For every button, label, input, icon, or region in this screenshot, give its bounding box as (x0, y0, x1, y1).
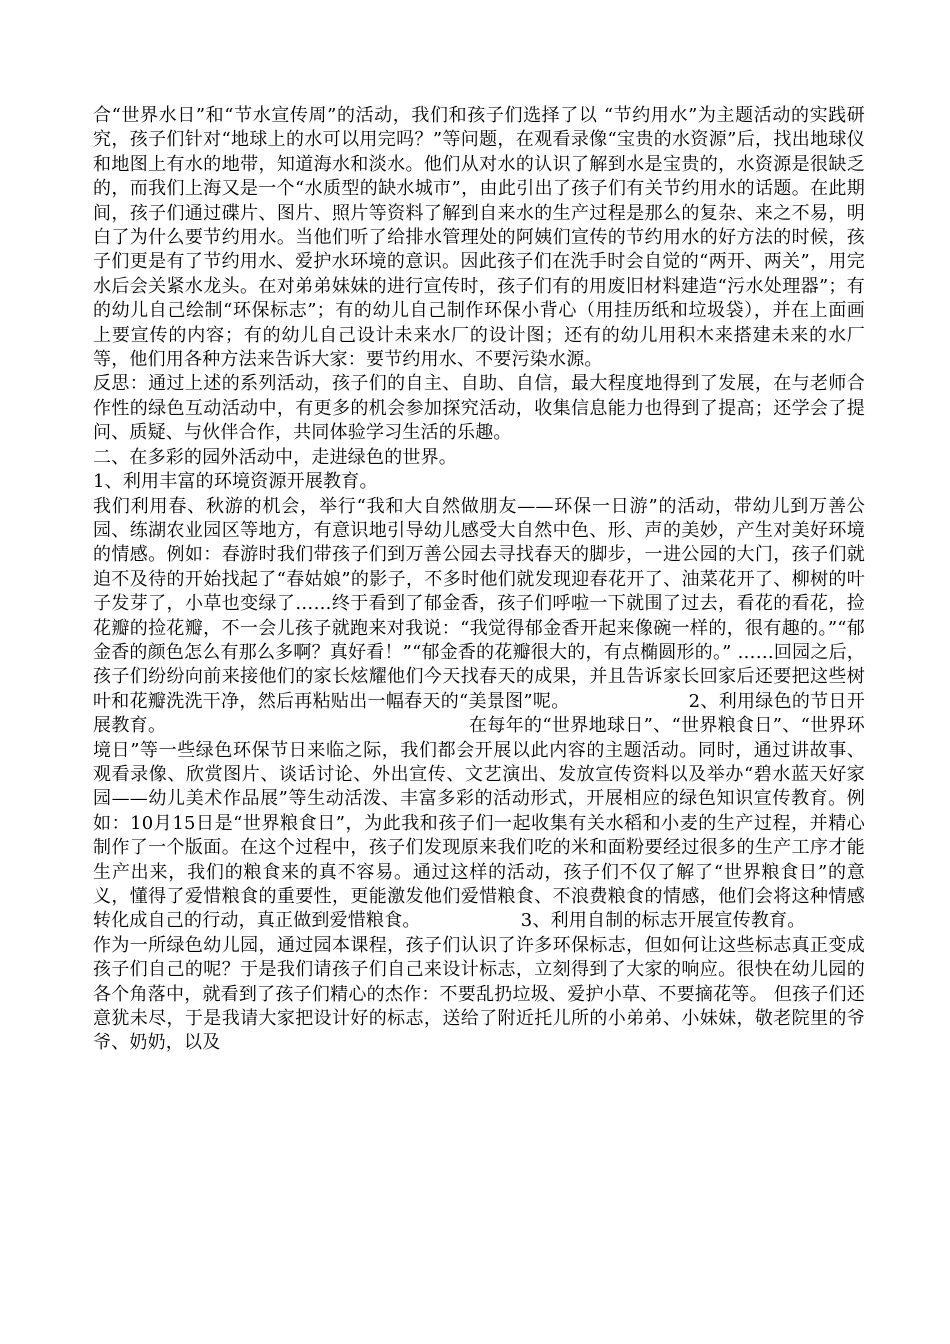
paragraph-eco-signs: 作为一所绿色幼儿园，通过园本课程，孩子们认识了许多环保标志，但如何让这些标志真正变成孩子们自己的呢？于是我们请孩子们自己来设计标志，立刻得到了大家的响应。很快在幼儿园的各个角落中，就看到了孩子们精心的杰作：不要乱扔垃圾、爱护小草、不要摘花等。 但孩子们还意犹未尽，于是我请大家把设计好的标志，送给了附近托儿所的小弟弟、小妹妹，敬老院里的爷爷、奶奶，以及 (93, 934, 865, 1054)
section-heading-outdoor: 二、在多彩的园外活动中，走进绿色的世界。 (93, 446, 457, 468)
document-body (93, 104, 865, 1056)
subsection-heading-environment: 1、利用丰富的环境资源开展教育。 (93, 471, 378, 493)
paragraph-spring-outing: 我们利用春、秋游的机会，举行“我和大自然做朋友——环保一日游”的活动，带幼儿到万善公园、练湖农业园区等地方，有意识地引导幼儿感受大自然中色、形、声的美妙，产生对美好环境的情感。例如：春游时我们带孩子们到万善公园去寻找春天的脚步，一进公园的大门，孩子们就迫不及待的开始找起了“春姑娘”的影子，不多时他们就发现迎春花开了、油菜花开了、柳树的叶子发芽了，小草也变绿了……终于看到了郁金香，孩子们呼啦一下就围了过去，看花的看花，捡花瓣的捡花瓣，不一会儿孩子就跑来对我说：“我觉得郁金香开起来像碗一样的，很有趣的。”“郁金香的颜色怎么有那么多啊？真好看！”“郁金香的花瓣很大的，有点椭圆形的。” ……回园之后，孩子们纷纷向前来接他们的家长炫耀他们今天找春天的成果，并且告诉家长回家后还要把这些树叶和花瓣洗洗干净，然后再粘贴出一幅春天的“美景图”呢。 2、利用绿色的节日开展教育。 在每年的“世界地球日”、“世界粮食日”、“世界环境日”等一些绿色环保节日来临之际，我们都会开展以此内容的主题活动。同时，通过讲故事、观看录像、欣赏图片、谈话讨论、外出宣传、文艺演出、发放宣传资料以及举办“碧水蓝天好家园——幼儿美术作品展”等生动活泼、丰富多彩的活动形式，开展相应的绿色知识宣传教育。例如：10月15日是“世界粮食日”，为此我和孩子们一起收集有关水稻和小麦的生产过程，并精心制作了一个版面。在这个过程中，孩子们发现原来我们吃的米和面粉要经过很多的生产工序才能生产出来，我们的粮食来的真不容易。通过这样的活动，孩子们不仅了解了“世界粮食日”的意义，懂得了爱惜粮食的重要性，更能激发他们爱惜粮食、不浪费粮食的情感，他们会将这种情感转化成自己的行动，真正做到爱惜粮食。 3、利用自制的标志开展宣传教育。 (93, 495, 865, 932)
paragraph-water-activity: 合“世界水日”和“节水宣传周”的活动，我们和孩子们选择了以 “节约用水”为主题活动的实践研究，孩子们针对“地球上的水可以用完吗？”等问题，在观看录像“宝贵的水资源”后，找出地球仪和地图上有水的地带，知道海水和淡水。他们从对水的认识了解到水是宝贵的，水资源是很缺乏的，而我们上海又是一个“水质型的缺水城市”，由此引出了孩子们有关节约用水的话题。在此期间，孩子们通过碟片、图片、照片等资料了解到自来水的生产过程是那么的复杂、来之不易，明白了为什么要节约用水。当他们听了给排水管理处的阿姨们宣传的节约用水的好方法的时候，孩子们更是有了节约用水、爱护水环境的意识。因此孩子们在洗手时会自觉的“两开、两关”，用完水后会关紧水龙头。在对弟弟妹妹的进行宣传时，孩子们有的用废旧材料建造“污水处理器”；有的幼儿自己绘制“环保标志”；有的幼儿自己制作环保小背心（用挂历纸和垃圾袋），并在上面画上要宣传的内容；有的幼儿自己设计未来水厂的设计图；还有的幼儿用积木来搭建未来的水厂等，他们用各种方法来告诉大家：要节约用水、不要污染水源。 (93, 105, 865, 371)
paragraph-reflection: 反思：通过上述的系列活动，孩子们的自主、自助、自信，最大程度地得到了发展，在与老师合作性的绿色互动活动中，有更多的机会参加探究活动，收集信息能力也得到了提高；还学会了提问、质疑、与伙伴合作，共同体验学习生活的乐趣。 (93, 373, 865, 444)
